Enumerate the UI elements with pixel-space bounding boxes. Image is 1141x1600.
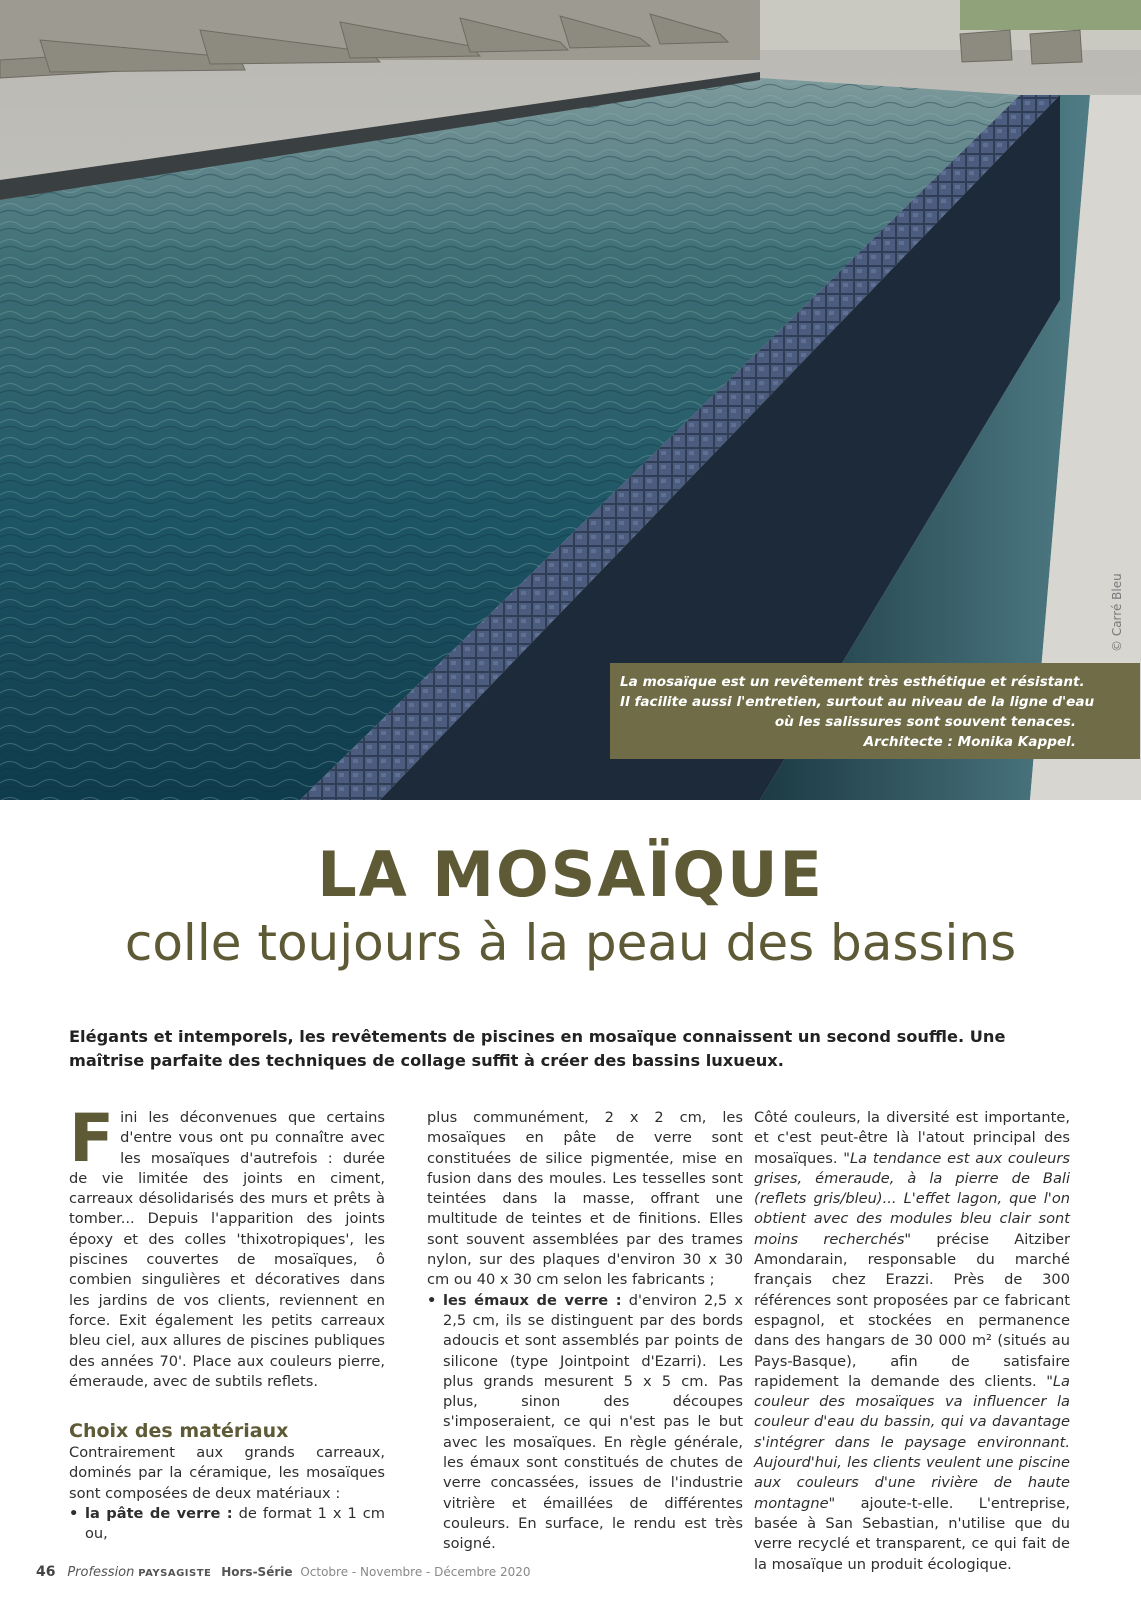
intro-text: ini les déconvenues que certains d'entre vous ont pu connaître avec les mosaïques d'autrefois : durée de vie limitée des joints en ciment, carreaux désolidarisés des murs et prêts à tomber... Depuis l'apparition des joints époxy et des colles 'thixotropiques', les piscines couvertes de mosaïques, ô combien singulières et décoratives dans les jardins de vos clients, reviennent en force. Exit également les petits carreaux bleu ciel, aux allures de piscines publiques des années 70'. Place aux couleurs pierre, émeraude, avec de subtils reflets.	[69, 1109, 385, 1390]
column-3	[754, 1108, 1070, 1575]
page-footer	[36, 1564, 530, 1580]
photo-caption	[610, 663, 1140, 759]
quote: "La tendance est aux couleurs grises, émeraude, à la pierre de Bali (reflets gris/bleu)... L'effet lagon, que l'on obtient avec des modules bleu clair sont moins recherchés"	[754, 1149, 1070, 1248]
bullet-text: de format 1 x 1 cm ou,	[85, 1505, 385, 1543]
article-subtitle: colle toujours à la peau des bassins	[124, 914, 1017, 972]
colors-paragraph	[754, 1108, 1070, 1575]
section-heading: Choix des matériaux	[69, 1420, 289, 1443]
intro-paragraph	[69, 1100, 385, 1392]
caption-line: où les salissures sont souvent tenaces.	[774, 714, 1076, 730]
bullet-pate-de-verre	[69, 1504, 385, 1545]
bullet-emaux-de-verre	[427, 1291, 743, 1555]
magazine-name: Profession	[67, 1565, 135, 1580]
issue-type: Hors-Série	[221, 1565, 293, 1579]
quote: "La couleur des mosaïques va influencer la couleur d'eau du bassin, qui va davantage s'intégrer dans le paysage environnant. Aujourd'hui, les clients veulent une piscine aux couleurs d'une rivière de haute montagne"	[754, 1372, 1070, 1512]
caption-line: Il facilite aussi l'entretien, surtout au niveau de la ligne d'eau	[620, 694, 1095, 710]
bullet-text: d'environ 2,5 x 2,5 cm, ils se distinguent par des bords adoucis et sont assemblés par points de silicone (type Jointpoint d'Ezarri). Les plus grands mesurent 5 x 5 cm. Pas plus, sinon des découpes s'imposeraient, ce qui n'est pas le but avec les mosaïques. En règle générale, les émaux sont constitués de chutes de verre concassées, issues de l'industrie vitrière et émaillées de différentes couleurs. En surface, le rendu est très soigné.	[443, 1291, 743, 1553]
body-text: ajoute-t-elle. L'entreprise, basée à San Sebastian, n'utilise que du verre recyclé et transparent, ce qui fait de la mosaïque un produit écologique.	[754, 1494, 1070, 1573]
magazine-name-suffix: PAYSAGISTE	[138, 1568, 212, 1579]
bullet-label: la pâte de verre :	[85, 1505, 233, 1523]
bullet-label: les émaux de verre :	[443, 1291, 622, 1309]
caption-line: Architecte : Monika Kappel.	[863, 734, 1076, 750]
page-number: 46	[36, 1564, 56, 1580]
issue-date: Octobre - Novembre - Décembre 2020	[300, 1565, 531, 1579]
materials-paragraph: Contrairement aux grands carreaux, dominés par la céramique, les mosaïques sont composées de deux matériaux :	[69, 1444, 385, 1502]
caption-line: La mosaïque est un revêtement très esthétique et résistant.	[620, 674, 1085, 690]
pate-de-verre-paragraph: plus communément, 2 x 2 cm, les mosaïques en pâte de verre sont constituées de silice pigmentée, mise en fusion dans des moules. Les tesselles sont teintées dans la masse, offrant une multitude de teintes et de finitions. Elles sont souvent assemblées par des trames nylon, sur des plaques d'environ 30 x 30 cm ou 40 x 30 cm selon les fabricants ;	[427, 1109, 743, 1289]
column-2	[427, 1108, 743, 1555]
article-title: LA MOSAÏQUE	[317, 838, 824, 911]
column-1	[69, 1100, 385, 1545]
drop-cap: F	[69, 1100, 115, 1177]
body-text: Côté couleurs, la diversité est importante, et c'est peut-être là l'atout principal des mosaïques.	[754, 1109, 1070, 1167]
article-lead: Elégants et intemporels, les revêtements de piscines en mosaïque connaissent un second souffle. Une maîtrise parfaite des techniques de collage suffit à créer des bassins luxueux.	[69, 1027, 1006, 1070]
body-text: précise Aitziber Amondarain, responsable du marché français chez Erazzi. Près de 300 références sont proposées par ce fabricant espagnol, et stockées en permanence dans des hangars de 30 000 m² (situés au Pays-Basque), afin de satisfaire rapidement la demande des clients.	[754, 1230, 1070, 1390]
photo-credit: © Carré Bleu	[1110, 573, 1124, 652]
